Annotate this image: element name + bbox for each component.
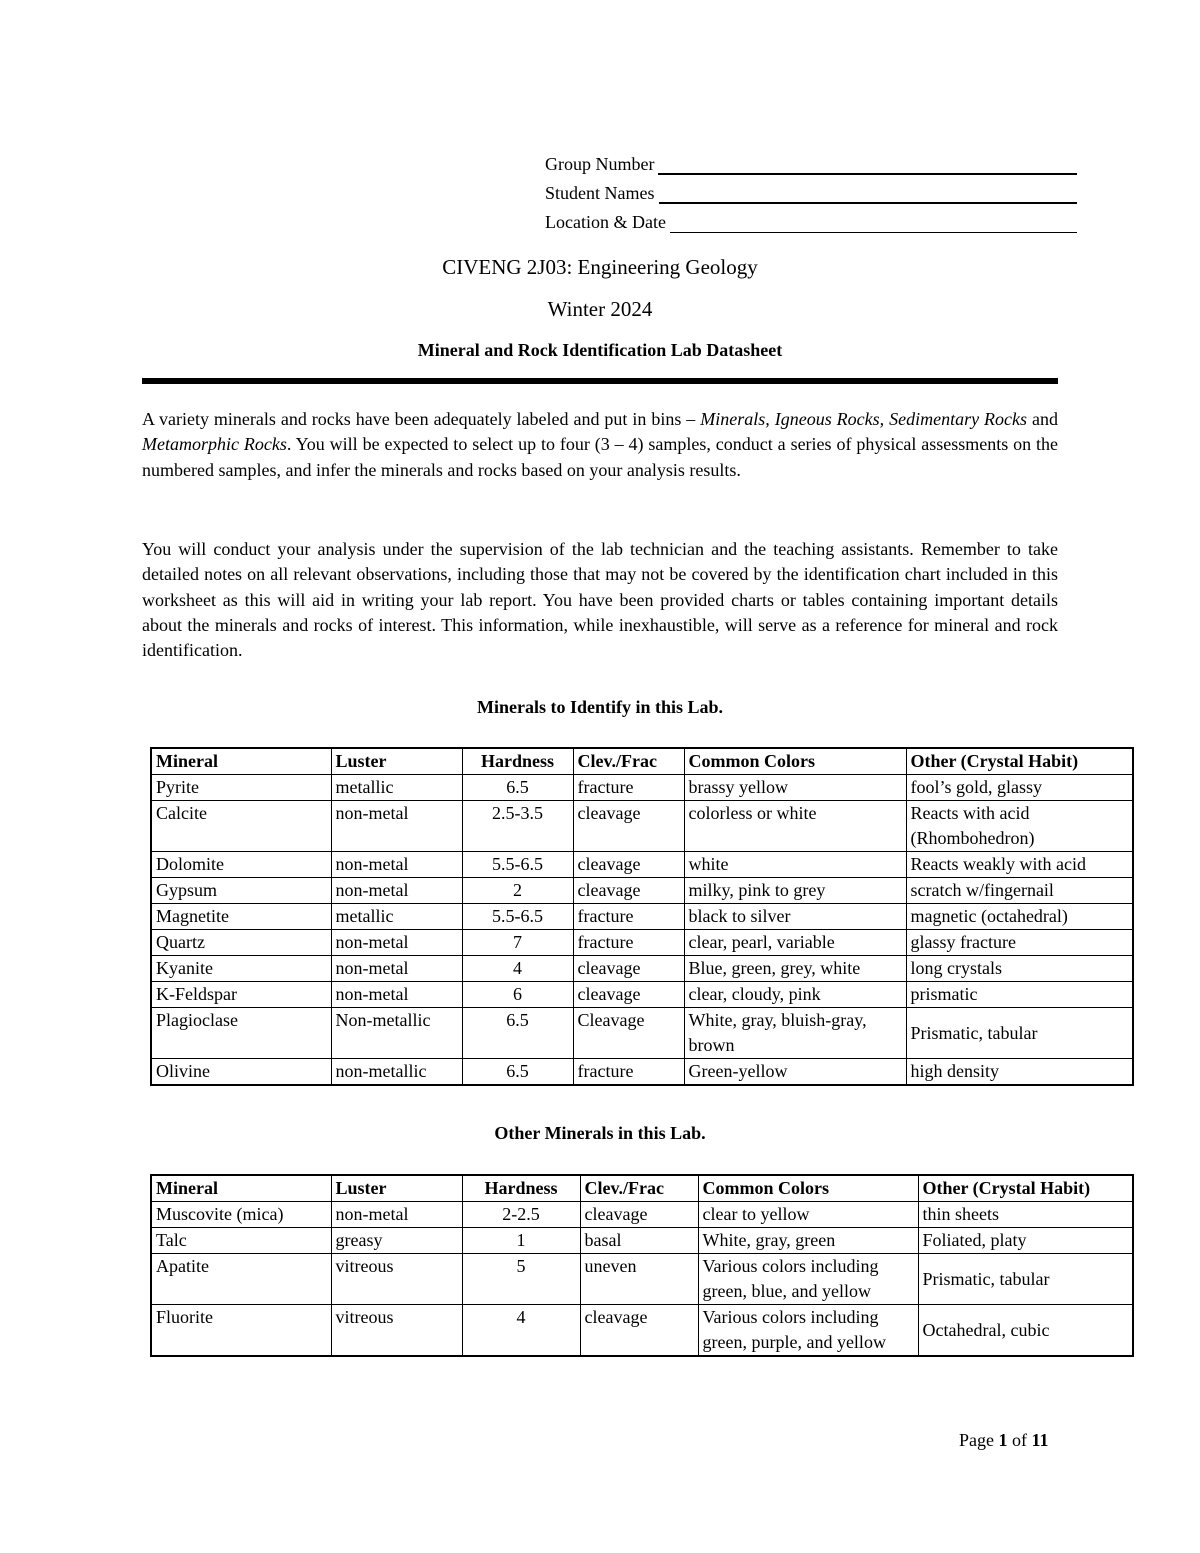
cell-luster: metallic bbox=[331, 904, 462, 930]
table-row bbox=[151, 1202, 1133, 1228]
table-row bbox=[151, 904, 1133, 930]
cell-luster: vitreous bbox=[331, 1305, 462, 1357]
student-names-row bbox=[545, 175, 1077, 204]
cell-colors: clear, cloudy, pink bbox=[684, 982, 906, 1008]
cell-mineral: Quartz bbox=[151, 930, 331, 956]
cell-luster: non-metal bbox=[331, 878, 462, 904]
location-date-row bbox=[545, 204, 1077, 233]
cell-other: scratch w/fingernail bbox=[906, 878, 1133, 904]
cell-cleavage: cleavage bbox=[573, 878, 684, 904]
cell-other: Octahedral, cubic bbox=[918, 1305, 1133, 1357]
col-colors: Common Colors bbox=[698, 1175, 918, 1202]
cell-hardness: 4 bbox=[462, 956, 573, 982]
cell-mineral: Fluorite bbox=[151, 1305, 331, 1357]
col-other: Other (Crystal Habit) bbox=[918, 1175, 1133, 1202]
cell-other: glassy fracture bbox=[906, 930, 1133, 956]
cell-hardness: 4 bbox=[462, 1305, 580, 1357]
table-row bbox=[151, 878, 1133, 904]
cell-colors: clear, pearl, variable bbox=[684, 930, 906, 956]
group-number-label: Group Number bbox=[545, 154, 655, 174]
header-fields bbox=[545, 146, 1077, 233]
cell-hardness: 6.5 bbox=[462, 775, 573, 801]
cell-mineral: Plagioclase bbox=[151, 1008, 331, 1059]
cell-hardness: 6.5 bbox=[462, 1008, 573, 1059]
cell-luster: non-metal bbox=[331, 982, 462, 1008]
cell-hardness: 2.5-3.5 bbox=[462, 801, 573, 852]
col-luster: Luster bbox=[331, 748, 462, 775]
cell-hardness: 6.5 bbox=[462, 1059, 573, 1086]
cell-colors: black to silver bbox=[684, 904, 906, 930]
group-number-row bbox=[545, 146, 1077, 175]
table-row bbox=[151, 1305, 1133, 1357]
cell-mineral: Olivine bbox=[151, 1059, 331, 1086]
cell-mineral: Pyrite bbox=[151, 775, 331, 801]
other-minerals-table bbox=[150, 1174, 1134, 1357]
cell-cleavage: fracture bbox=[573, 775, 684, 801]
cell-cleavage: cleavage bbox=[573, 956, 684, 982]
cell-cleavage: cleavage bbox=[573, 982, 684, 1008]
cell-colors: Various colors including green, blue, and yellow bbox=[698, 1254, 918, 1305]
cell-colors: White, gray, green bbox=[698, 1228, 918, 1254]
intro-text-metamorphic: Metamorphic Rocks bbox=[142, 434, 287, 455]
cell-cleavage: cleavage bbox=[580, 1305, 698, 1357]
col-mineral: Mineral bbox=[151, 1175, 331, 1202]
intro-text-and: and bbox=[1027, 409, 1058, 429]
col-cleavage: Clev./Frac bbox=[580, 1175, 698, 1202]
cell-cleavage: cleavage bbox=[580, 1202, 698, 1228]
cell-other: Prismatic, tabular bbox=[906, 1008, 1133, 1059]
cell-luster: metallic bbox=[331, 775, 462, 801]
cell-colors: colorless or white bbox=[684, 801, 906, 852]
table-row bbox=[151, 1008, 1133, 1059]
cell-hardness: 5.5-6.5 bbox=[462, 852, 573, 878]
cell-mineral: Magnetite bbox=[151, 904, 331, 930]
cell-hardness: 1 bbox=[462, 1228, 580, 1254]
table-row bbox=[151, 930, 1133, 956]
table-row bbox=[151, 956, 1133, 982]
cell-cleavage: cleavage bbox=[573, 801, 684, 852]
title-rule bbox=[142, 378, 1058, 384]
cell-luster: non-metal bbox=[331, 801, 462, 852]
course-title: CIVENG 2J03: Engineering Geology bbox=[442, 255, 758, 279]
cell-cleavage: basal bbox=[580, 1228, 698, 1254]
table-row bbox=[151, 801, 1133, 852]
cell-other: long crystals bbox=[906, 956, 1133, 982]
cell-other: prismatic bbox=[906, 982, 1133, 1008]
minerals-to-identify-table bbox=[150, 747, 1134, 1086]
cell-mineral: Muscovite (mica) bbox=[151, 1202, 331, 1228]
group-number-line bbox=[658, 153, 1077, 175]
cell-cleavage: fracture bbox=[573, 1059, 684, 1086]
intro-paragraph-2: You will conduct your analysis under the supervision of the lab technician and the teaching assistants. Remember to take detailed notes on all relevant observations, including those that may not be covered by the identification chart included in this worksheet as this will aid in writing your lab report. You have been provided charts or tables containing important details about the minerals and rocks of interest. This information, while inexhaustible, will serve as a reference for mineral and rock identification. bbox=[142, 539, 1058, 661]
table-row bbox=[151, 1254, 1133, 1305]
cell-mineral: Talc bbox=[151, 1228, 331, 1254]
cell-mineral: Apatite bbox=[151, 1254, 331, 1305]
cell-other: Reacts with acid (Rhombohedron) bbox=[906, 801, 1133, 852]
cell-luster: non-metal bbox=[331, 956, 462, 982]
col-mineral: Mineral bbox=[151, 748, 331, 775]
intro-text-e: . You will be expected to select up to four (3 – 4) samples, conduct a series of physical assessments on the numbered samples, and infer the minerals and rocks based on your analysis results. bbox=[142, 434, 1058, 480]
table2-caption: Other Minerals in this Lab. bbox=[494, 1123, 706, 1143]
page-total: 11 bbox=[1031, 1430, 1049, 1450]
cell-colors: Various colors including green, purple, and yellow bbox=[698, 1305, 918, 1357]
table-row bbox=[151, 852, 1133, 878]
cell-colors: milky, pink to grey bbox=[684, 878, 906, 904]
cell-other: Foliated, platy bbox=[918, 1228, 1133, 1254]
cell-colors: Blue, green, grey, white bbox=[684, 956, 906, 982]
cell-other: thin sheets bbox=[918, 1202, 1133, 1228]
page-footer bbox=[959, 1430, 1049, 1451]
cell-colors: clear to yellow bbox=[698, 1202, 918, 1228]
table-header-row bbox=[151, 748, 1133, 775]
col-cleavage: Clev./Frac bbox=[573, 748, 684, 775]
cell-mineral: Calcite bbox=[151, 801, 331, 852]
cell-hardness: 2-2.5 bbox=[462, 1202, 580, 1228]
cell-colors: White, gray, bluish-gray, brown bbox=[684, 1008, 906, 1059]
table-row bbox=[151, 982, 1133, 1008]
table-header-row bbox=[151, 1175, 1133, 1202]
col-colors: Common Colors bbox=[684, 748, 906, 775]
col-luster: Luster bbox=[331, 1175, 462, 1202]
student-names-line bbox=[659, 182, 1078, 204]
intro-paragraph-1 bbox=[142, 407, 1058, 483]
col-hardness: Hardness bbox=[462, 748, 573, 775]
cell-hardness: 5 bbox=[462, 1254, 580, 1305]
cell-other: Reacts weakly with acid bbox=[906, 852, 1133, 878]
cell-cleavage: fracture bbox=[573, 904, 684, 930]
col-other: Other (Crystal Habit) bbox=[906, 748, 1133, 775]
cell-colors: brassy yellow bbox=[684, 775, 906, 801]
cell-hardness: 2 bbox=[462, 878, 573, 904]
table1-caption: Minerals to Identify in this Lab. bbox=[476, 697, 724, 717]
cell-luster: non-metal bbox=[331, 1202, 462, 1228]
cell-luster: non-metallic bbox=[331, 1059, 462, 1086]
page-number: 1 bbox=[998, 1430, 1008, 1450]
cell-hardness: 5.5-6.5 bbox=[462, 904, 573, 930]
sheet-title: Mineral and Rock Identification Lab Datasheet bbox=[417, 340, 783, 360]
cell-mineral: Kyanite bbox=[151, 956, 331, 982]
cell-hardness: 6 bbox=[462, 982, 573, 1008]
location-date-label: Location & Date bbox=[545, 212, 666, 232]
table2-body bbox=[151, 1202, 1133, 1357]
cell-colors: Green-yellow bbox=[684, 1059, 906, 1086]
cell-other: fool’s gold, glassy bbox=[906, 775, 1133, 801]
cell-luster: Non-metallic bbox=[331, 1008, 462, 1059]
location-date-line bbox=[670, 212, 1077, 233]
cell-mineral: Gypsum bbox=[151, 878, 331, 904]
cell-other: magnetic (octahedral) bbox=[906, 904, 1133, 930]
cell-other: Prismatic, tabular bbox=[918, 1254, 1133, 1305]
table-row bbox=[151, 1228, 1133, 1254]
cell-luster: non-metal bbox=[331, 852, 462, 878]
cell-mineral: K-Feldspar bbox=[151, 982, 331, 1008]
term: Winter 2024 bbox=[547, 297, 653, 321]
cell-cleavage: uneven bbox=[580, 1254, 698, 1305]
student-names-label: Student Names bbox=[545, 183, 655, 203]
col-hardness: Hardness bbox=[462, 1175, 580, 1202]
of-word: of bbox=[1007, 1430, 1032, 1450]
intro-text-bins: Minerals, Igneous Rocks, Sedimentary Rocks bbox=[700, 409, 1028, 429]
cell-luster: vitreous bbox=[331, 1254, 462, 1305]
table1-body bbox=[151, 775, 1133, 1086]
cell-colors: white bbox=[684, 852, 906, 878]
cell-hardness: 7 bbox=[462, 930, 573, 956]
cell-cleavage: Cleavage bbox=[573, 1008, 684, 1059]
cell-luster: greasy bbox=[331, 1228, 462, 1254]
table-row bbox=[151, 1059, 1133, 1086]
cell-cleavage: cleavage bbox=[573, 852, 684, 878]
cell-luster: non-metal bbox=[331, 930, 462, 956]
cell-mineral: Dolomite bbox=[151, 852, 331, 878]
cell-cleavage: fracture bbox=[573, 930, 684, 956]
table-row bbox=[151, 775, 1133, 801]
page-word: Page bbox=[959, 1430, 999, 1450]
cell-other: high density bbox=[906, 1059, 1133, 1086]
intro-text-a: A variety minerals and rocks have been adequately labeled and put in bins – bbox=[142, 409, 701, 429]
